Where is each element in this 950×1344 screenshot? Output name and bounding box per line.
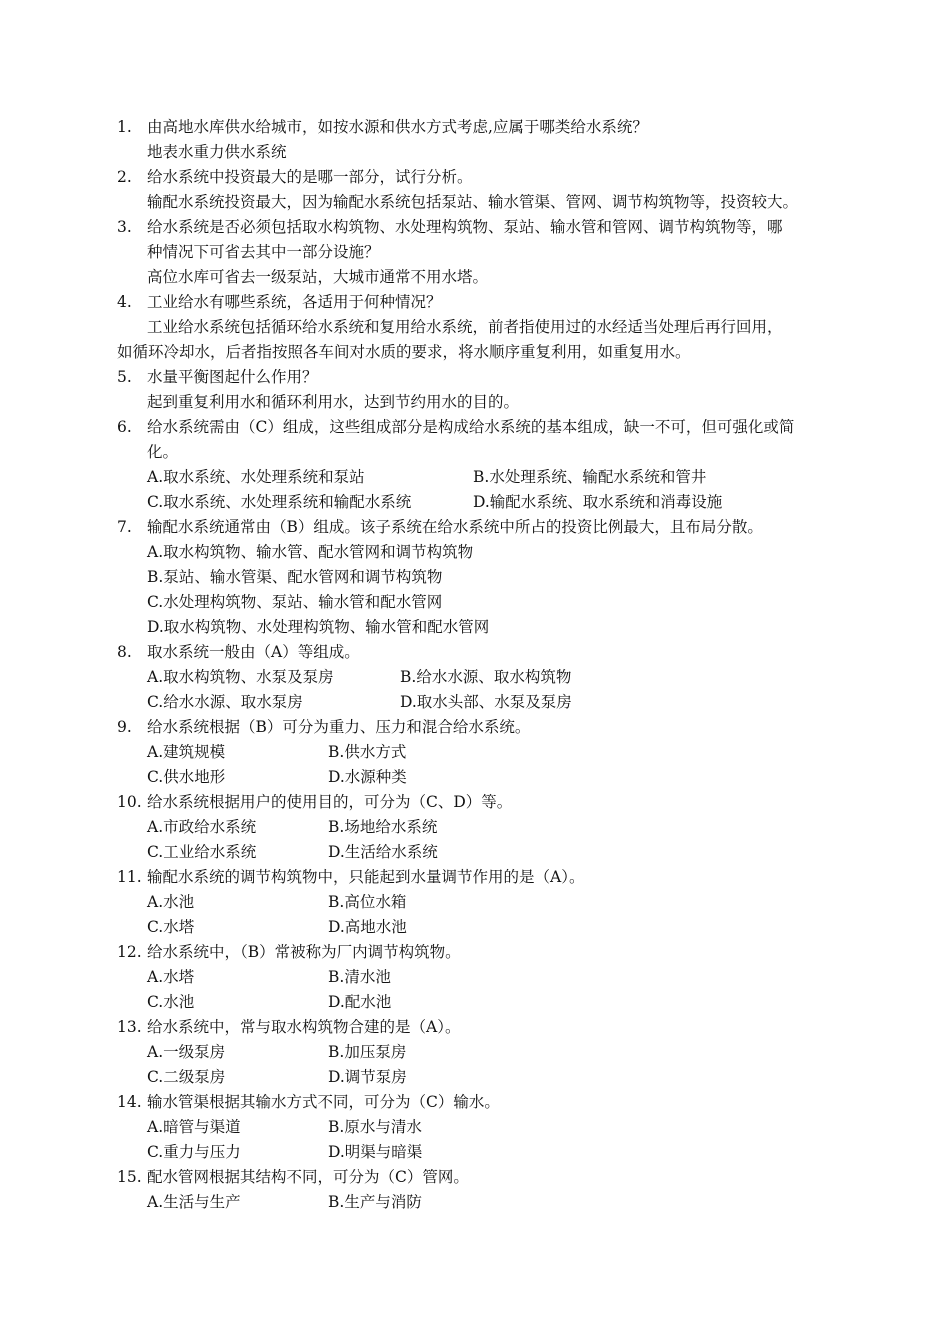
question-12-option-b: B.清水池 bbox=[328, 968, 391, 986]
question-10-option-a: A.市政给水系统 bbox=[147, 818, 257, 836]
question-13-option-d: D.调节泵房 bbox=[328, 1068, 407, 1086]
question-14-option-a: A.暗管与渠道 bbox=[147, 1118, 241, 1136]
question-14-option-c: C.重力与压力 bbox=[147, 1143, 241, 1161]
question-2-answer: 输配水系统投资最大，因为输配水系统包括泵站、输水管渠、管网、调节构筑物等，投资较大。 bbox=[147, 193, 799, 211]
question-6-text-line1: 给水系统需由（C）组成，这些组成部分是构成给水系统的基本组成，缺一不可，但可强化或简 bbox=[147, 418, 795, 436]
question-11-option-b: B.高位水箱 bbox=[328, 893, 407, 911]
question-13-option-a: A.一级泵房 bbox=[147, 1043, 226, 1061]
question-4-answer-line2: 如循环冷却水，后者指按照各车间对水质的要求，将水顺序重复利用，如重复用水。 bbox=[117, 343, 691, 361]
question-1-answer: 地表水重力供水系统 bbox=[147, 143, 287, 161]
question-10-number: 10. bbox=[117, 793, 142, 811]
question-11-number: 11. bbox=[117, 868, 142, 886]
question-12-option-d: D.配水池 bbox=[328, 993, 392, 1011]
question-9-number: 9. bbox=[117, 718, 132, 736]
question-14-option-d: D.明渠与暗渠 bbox=[328, 1143, 423, 1161]
question-15-text: 配水管网根据其结构不同，可分为（C）管网。 bbox=[147, 1168, 469, 1186]
question-6-number: 6. bbox=[117, 418, 132, 436]
question-10-option-c: C.工业给水系统 bbox=[147, 843, 257, 861]
question-9-option-b: B.供水方式 bbox=[328, 743, 407, 761]
question-10-text: 给水系统根据用户的使用目的，可分为（C、D）等。 bbox=[147, 793, 513, 811]
question-13-option-c: C.二级泵房 bbox=[147, 1068, 226, 1086]
question-11-option-d: D.高地水池 bbox=[328, 918, 407, 936]
question-2-number: 2. bbox=[117, 168, 132, 186]
question-3-text-line1: 给水系统是否必须包括取水构筑物、水处理构筑物、泵站、输水管和管网、调节构筑物等，哪 bbox=[147, 218, 783, 236]
question-11-text: 输配水系统的调节构筑物中，只能起到水量调节作用的是（A）。 bbox=[147, 868, 585, 886]
question-15-option-a: A.生活与生产 bbox=[147, 1193, 241, 1211]
question-5-answer: 起到重复利用水和循环利用水，达到节约用水的目的。 bbox=[147, 393, 520, 411]
question-14-text: 输水管渠根据其输水方式不同，可分为（C）输水。 bbox=[147, 1093, 500, 1111]
question-12-option-c: C.水池 bbox=[147, 993, 195, 1011]
question-13-number: 13. bbox=[117, 1018, 142, 1036]
question-12-text: 给水系统中，（B）常被称为厂内调节构筑物。 bbox=[147, 943, 461, 961]
question-8-number: 8. bbox=[117, 643, 132, 661]
question-8-option-c: C.给水水源、取水泵房 bbox=[147, 693, 303, 711]
question-4-answer-line1: 工业给水系统包括循环给水系统和复用给水系统，前者指使用过的水经适当处理后再行回用， bbox=[147, 318, 783, 336]
question-7-number: 7. bbox=[117, 518, 132, 536]
question-6-option-b: B.水处理系统、输配水系统和管井 bbox=[473, 468, 707, 486]
question-9-text: 给水系统根据（B）可分为重力、压力和混合给水系统。 bbox=[147, 718, 531, 736]
question-6-option-d: D.输配水系统、取水系统和消毒设施 bbox=[473, 493, 723, 511]
question-7-option-a: A.取水构筑物、输水管、配水管网和调节构筑物 bbox=[147, 543, 474, 561]
question-7-text: 输配水系统通常由（B）组成。该子系统在给水系统中所占的投资比例最大，且布局分散。 bbox=[147, 518, 763, 536]
question-1-number: 1. bbox=[117, 118, 132, 136]
question-13-option-b: B.加压泵房 bbox=[328, 1043, 407, 1061]
question-5-number: 5. bbox=[117, 368, 132, 386]
question-14-option-b: B.原水与清水 bbox=[328, 1118, 422, 1136]
question-9-option-c: C.供水地形 bbox=[147, 768, 226, 786]
question-11-option-a: A.水池 bbox=[147, 893, 195, 911]
question-8-text: 取水系统一般由（A）等组成。 bbox=[147, 643, 360, 661]
question-8-option-b: B.给水水源、取水构筑物 bbox=[400, 668, 572, 686]
question-12-number: 12. bbox=[117, 943, 142, 961]
question-13-text: 给水系统中，常与取水构筑物合建的是（A）。 bbox=[147, 1018, 461, 1036]
question-7-option-c: C.水处理构筑物、泵站、输水管和配水管网 bbox=[147, 593, 443, 611]
question-1-text: 由高地水库供水给城市，如按水源和供水方式考虑,应属于哪类给水系统？ bbox=[147, 118, 648, 136]
question-9-option-d: D.水源种类 bbox=[328, 768, 407, 786]
question-7-option-d: D.取水构筑物、水处理构筑物、输水管和配水管网 bbox=[147, 618, 490, 636]
question-4-number: 4. bbox=[117, 293, 132, 311]
question-3-text-line2: 种情况下可省去其中一部分设施？ bbox=[147, 243, 380, 261]
question-10-option-b: B.场地给水系统 bbox=[328, 818, 438, 836]
question-8-option-a: A.取水构筑物、水泵及泵房 bbox=[147, 668, 334, 686]
question-7-option-b: B.泵站、输水管渠、配水管网和调节构筑物 bbox=[147, 568, 443, 586]
question-14-number: 14. bbox=[117, 1093, 142, 1111]
question-3-number: 3. bbox=[117, 218, 132, 236]
question-9-option-a: A.建筑规模 bbox=[147, 743, 226, 761]
question-6-option-c: C.取水系统、水处理系统和输配水系统 bbox=[147, 493, 412, 511]
question-11-option-c: C.水塔 bbox=[147, 918, 195, 936]
question-8-option-d: D.取水头部、水泵及泵房 bbox=[400, 693, 572, 711]
question-6-text-line2: 化。 bbox=[147, 443, 179, 461]
question-6-option-a: A.取水系统、水处理系统和泵站 bbox=[147, 468, 365, 486]
question-5-text: 水量平衡图起什么作用？ bbox=[147, 368, 318, 386]
question-2-text: 给水系统中投资最大的是哪一部分，试行分析。 bbox=[147, 168, 473, 186]
question-15-number: 15. bbox=[117, 1168, 142, 1186]
question-10-option-d: D.生活给水系统 bbox=[328, 843, 438, 861]
question-15-option-b: B.生产与消防 bbox=[328, 1193, 422, 1211]
question-4-text: 工业给水有哪些系统，各适用于何种情况？ bbox=[147, 293, 442, 311]
question-12-option-a: A.水塔 bbox=[147, 968, 195, 986]
question-3-answer: 高位水库可省去一级泵站，大城市通常不用水塔。 bbox=[147, 268, 489, 286]
